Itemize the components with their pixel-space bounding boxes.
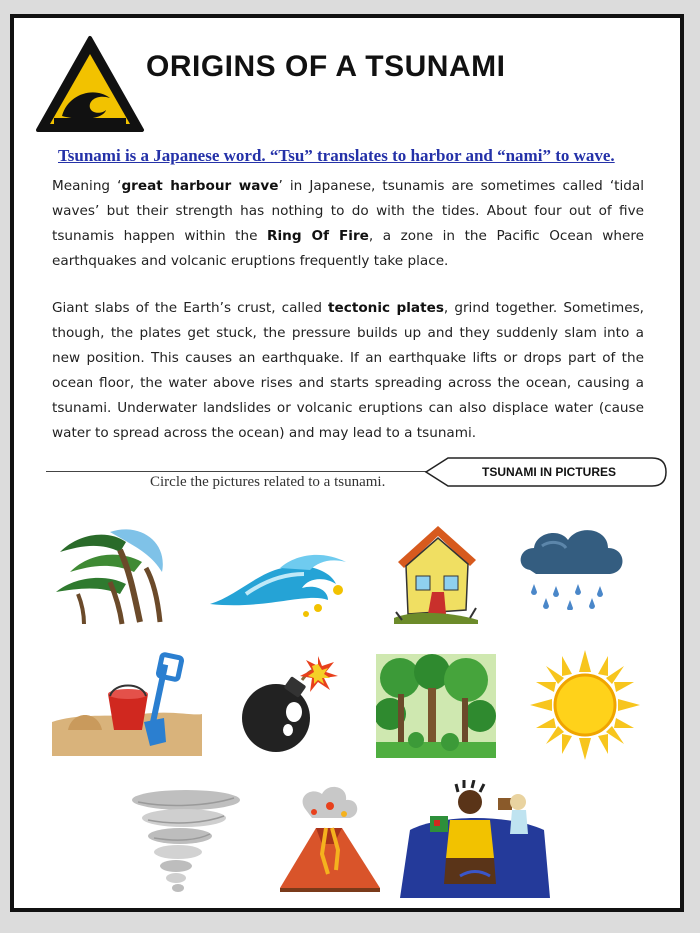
page-title: ORIGINS OF A TSUNAMI — [146, 50, 506, 83]
ocean-wave-picture[interactable] — [206, 544, 354, 618]
paragraph-meaning: Meaning ‘great harbour wave’ in Japanese, tsunamis are sometimes called ‘tidal waves’ but their strength has nothing to do with the tides. About four out of five tsunamis happen within the Ring Of Fire, a zone in the Pacific Ocean where earthquakes and volcanic eruptions frequently take place. — [52, 178, 645, 269]
tsunami-warning-sign-icon — [34, 34, 146, 134]
flooded-person-picture[interactable] — [400, 780, 550, 898]
forest-picture[interactable] — [376, 654, 496, 758]
page-subtitle: Tsunami is a Japanese word. “Tsu” translates to harbor and “nami” to wave. — [58, 146, 615, 165]
sand-bucket-spade-picture[interactable] — [52, 652, 202, 756]
volcano-picture[interactable] — [276, 784, 384, 892]
paragraph-tectonic: Giant slabs of the Earth’s crust, called tectonic plates, grind together. Sometimes, though, the plates get stuck, the pressure builds up and they suddenly slam into a new position. This causes an earthquake. If an earthquake lifts or drops part of the ocean floor, the water above rises and starts spreading across the ocean, causing a tsunami. Underwater landslides or volcanic eruptions can also displace water (cause water to spread across the ocean) and may lead to a tsunami. — [52, 300, 644, 441]
tornado-picture[interactable] — [128, 788, 242, 896]
rain-cloud-picture[interactable] — [516, 520, 628, 610]
bomb-picture[interactable] — [236, 654, 340, 758]
divider-line — [46, 471, 432, 472]
windy-palm-trees-picture[interactable] — [50, 522, 170, 626]
section-tag-label: TSUNAMI IN PICTURES — [481, 465, 616, 479]
activity-instruction: Circle the pictures related to a tsunami. — [150, 474, 386, 490]
sun-picture[interactable] — [530, 650, 640, 760]
damaged-house-picture[interactable] — [392, 522, 480, 624]
